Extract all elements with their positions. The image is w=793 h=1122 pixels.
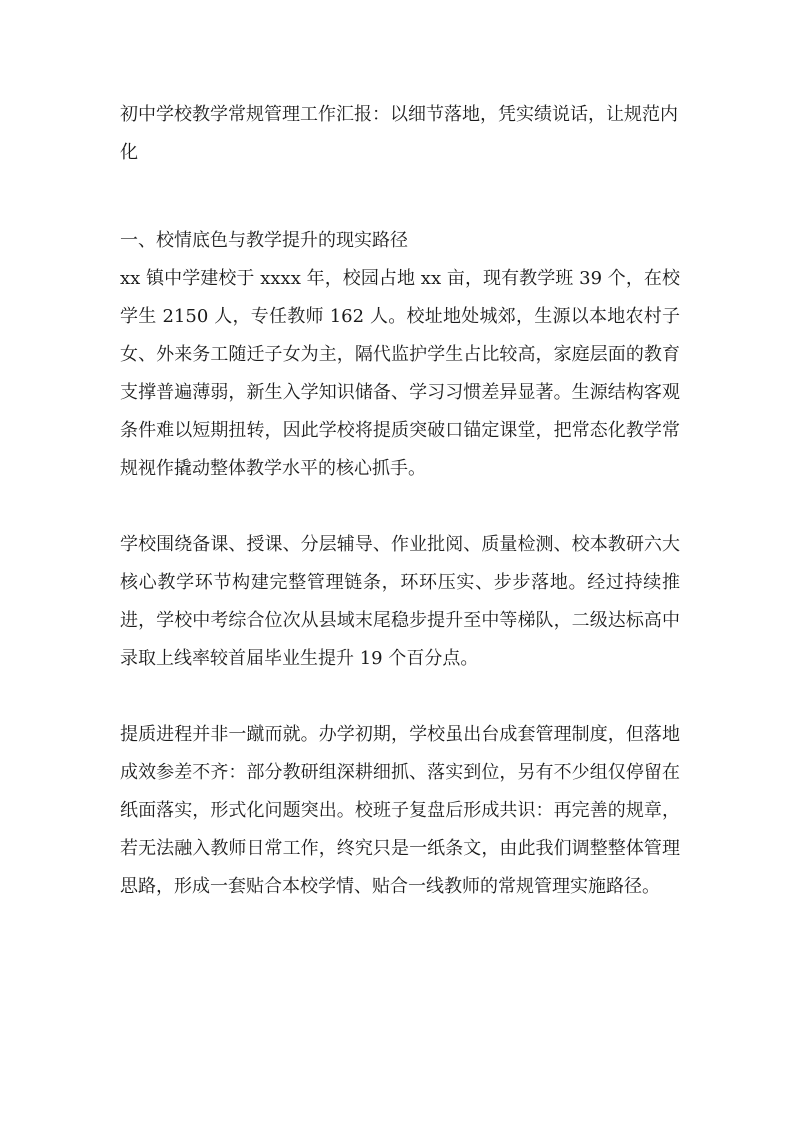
paragraph-management-chain: 学校围绕备课、授课、分层辅导、作业批阅、质量检测、校本教研六大核心教学环节构建完整管理链条，环环压实、步步落地。经过持续推进，学校中考综合位次从县域末尾稳步提升至中等梯队，二级达标高中录取上线率较首届毕业生提升 19 个百分点。	[120, 534, 680, 669]
document-title: 初中学校教学常规管理工作汇报：以细节落地，凭实绩说话，让规范内化	[120, 104, 678, 163]
section-heading: 一、校情底色与教学提升的现实路径	[120, 230, 408, 251]
spacer	[120, 172, 680, 222]
spacer	[120, 488, 680, 526]
document-page	[120, 96, 680, 906]
spacer	[120, 678, 680, 716]
paragraph-school-overview: xx 镇中学建校于 xxxx 年，校园占地 xx 亩，现有教学班 39 个，在校学生 2150 人，专任教师 162 人。校址地处城郊，生源以本地农村子女、外来务工随迁子女为主，隔代监护学生占比较高，家庭层面的教育支撑普遍薄弱，新生入学知识储备、学习习惯差异显著。生源结构客观条件难以短期扭转，因此学校将提质突破口锚定课堂，把常态化教学常规视作撬动整体教学水平的核心抓手。	[120, 268, 680, 479]
paragraph-improvement-process: 提质进程并非一蹴而就。办学初期，学校虽出台成套管理制度，但落地成效参差不齐：部分教研组深耕细抓、落实到位，另有不少组仅停留在纸面落实，形式化问题突出。校班子复盘后形成共识：再完善的规章，若无法融入教师日常工作，终究只是一纸条文，由此我们调整整体管理思路，形成一套贴合本校学情、贴合一线教师的常规管理实施路径。	[120, 724, 680, 897]
